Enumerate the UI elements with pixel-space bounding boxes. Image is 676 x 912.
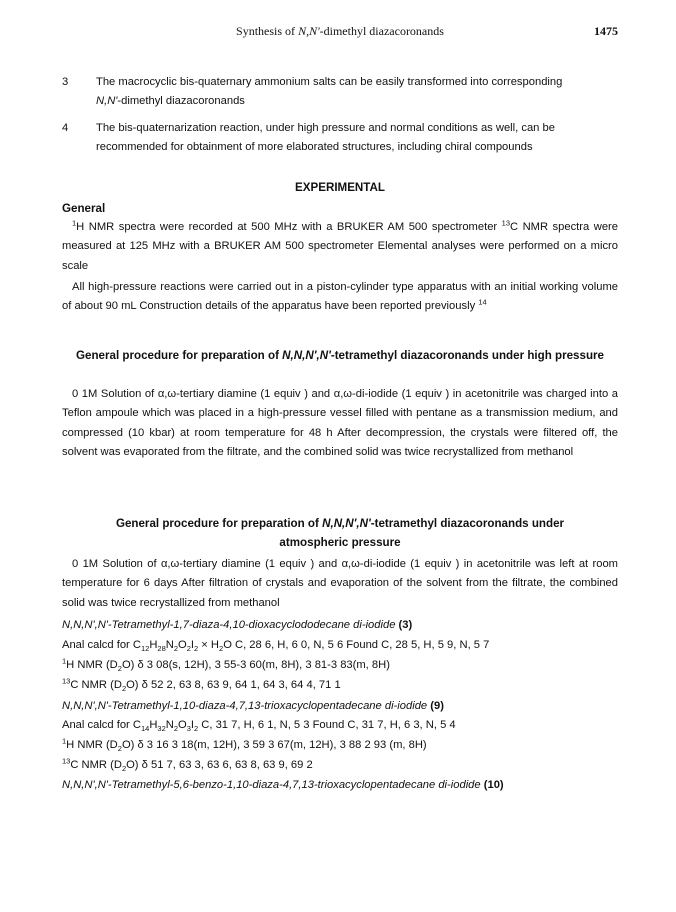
conclusion-italic: N,N': [96, 95, 118, 108]
compound-3-analysis: [62, 636, 618, 655]
heading-italic: N,N,N',N': [282, 349, 331, 362]
compound-9-c-nmr: [62, 756, 618, 775]
paragraph-nmr-methods: [62, 218, 618, 276]
conclusion-line: The macrocyclic bis-quaternary ammonium salts can be easily transformed into corresponding: [96, 76, 563, 88]
text-span: 0 1M Solution of: [72, 388, 158, 400]
text-span: -tertiary diamine (1 equiv ) and: [176, 388, 334, 400]
subscript: 32: [157, 724, 166, 734]
superscript: 13: [62, 676, 71, 686]
conclusion-number: 4: [62, 122, 69, 134]
heading-italic: N,N,N',N': [322, 517, 371, 530]
subheading-general: General: [62, 202, 106, 215]
reference-superscript: 14: [478, 297, 487, 307]
text-span: H NMR (D: [66, 739, 118, 751]
paragraph-pressure-apparatus: [62, 278, 618, 317]
text-span: H NMR (D: [66, 659, 118, 671]
running-head-title-pre: Synthesis of: [236, 24, 299, 38]
running-head-title-italic: N,N': [298, 24, 320, 38]
superscript: 13: [62, 756, 71, 766]
conclusion-line: [96, 92, 618, 111]
compound-9-analysis: [62, 716, 618, 735]
compound-name: N,N,N',N'-Tetramethyl-1,10-diaza-4,7,13-trioxacyclopentadecane di-iodide: [62, 700, 428, 712]
running-head-title: [62, 22, 618, 41]
procedure-heading-high-pressure: [62, 346, 618, 365]
heading-post: -tetramethyl diazacoronands under high pressure: [330, 349, 604, 362]
text-span: O C, 28 6, H, 6 0, N, 5 6 Found C, 28 5, H, 5 9, N, 5 7: [223, 639, 490, 651]
text-span: Anal calcd for C: [62, 639, 141, 651]
compound-3-h-nmr: [62, 656, 618, 675]
subscript: 2: [186, 644, 191, 654]
greek-symbol: α,ω: [333, 388, 353, 400]
paragraph-atmospheric-procedure: [62, 555, 618, 613]
subscript: 2: [117, 664, 122, 674]
text-span: N: [165, 639, 174, 651]
text-span: -di-iodide (1 equiv ) in acetonitrile was charged into a Teflon ampoule which was placed in a high-pressure vessel filled with pentane as a transmission medium, and compressed (10 kbar) at room temperature for 48 h After decompression, the crystals were filtered off, the solvent was evaporated from the filtrate, and the combined solid was twice recrystallized from methanol: [62, 388, 619, 459]
text-span: O: [178, 719, 187, 731]
superscript: 1: [72, 218, 77, 228]
text-span: I: [190, 639, 194, 651]
text-span: O) δ 52 2, 63 8, 63 9, 64 1, 64 3, 64 4, 71 1: [126, 679, 341, 691]
compound-label: (10): [483, 779, 504, 791]
conclusion-rest: -dimethyl diazacoronands: [117, 95, 245, 108]
subscript: 2: [121, 764, 127, 774]
superscript: 13: [501, 218, 510, 228]
text-span: -tertiary diamine (1 equiv ) and: [179, 558, 342, 570]
compound-3-c-nmr: [62, 676, 618, 695]
subscript: 14: [140, 724, 150, 734]
compound-9-h-nmr: [62, 736, 618, 755]
section-heading-experimental: EXPERIMENTAL: [295, 181, 385, 194]
subscript: 2: [194, 724, 199, 734]
conclusion-number: 3: [62, 76, 69, 88]
running-head-title-post: -dimethyl diazacoronands: [319, 24, 444, 38]
text-span: O) δ 3 16 3 18(m, 12H), 3 59 3 67(m, 12H), 3 88 2 93 (m, 8H): [121, 739, 427, 751]
text-span: I: [190, 719, 194, 731]
conclusion-item-3: [62, 73, 618, 112]
text-span: C NMR (D: [70, 679, 122, 691]
compound-name: N,N,N',N'-Tetramethyl-5,6-benzo-1,10-diaza-4,7,13-trioxacyclopentadecane di-iodide: [62, 779, 481, 791]
subscript: 2: [121, 684, 127, 694]
text-span: O: [178, 639, 187, 651]
compound-name: N,N,N',N'-Tetramethyl-1,7-diaza-4,10-dioxacyclododecane di-iodide: [62, 619, 396, 631]
compound-3-title: [62, 616, 618, 635]
subscript: 12: [140, 644, 150, 654]
conclusion-item-4: [62, 119, 618, 158]
text-span: C NMR spectra were measured at 125 MHz with a BRUKER AM 500 spectrometer Elemental analyses were performed on a micro scale: [62, 221, 618, 272]
text-span: -di-iodide (1 equiv ) in acetonitrile was left at room temperature for 6 days After filtration of crystals and evaporation of the solvent from the filtrate, the combined solid was twice recrystallized from methanol: [62, 558, 618, 609]
conclusion-line: recommended for obtainment of more elaborated structures, including chiral compounds: [96, 141, 533, 154]
greek-symbol: α,ω: [160, 558, 180, 570]
heading-pre: General procedure for preparation of: [76, 349, 283, 362]
text-span: H NMR spectra were recorded at 500 MHz with a BRUKER AM 500 spectrometer: [76, 221, 502, 233]
text-span: O) δ 3 08(s, 12H), 3 55-3 60(m, 8H), 3 81-3 83(m, 8H): [121, 659, 390, 671]
conclusion-line: The bis-quaternarization reaction, under high pressure and normal conditions as well, can be: [96, 122, 555, 134]
text-span: C, 31 7, H, 6 1, N, 5 3 Found C, 31 7, H, 6 3, N, 5 4: [198, 719, 456, 731]
subscript: 2: [173, 724, 179, 734]
compound-label: (9): [430, 700, 444, 712]
text-span: All high-pressure reactions were carried out in a piston-cylinder type apparatus with an initial working volume of about 90 mL Construction details of the apparatus have been reported previously: [62, 281, 618, 313]
text-span: O) δ 51 7, 63 3, 63 6, 63 8, 63 9, 69 2: [126, 759, 313, 771]
page-number: 1475: [594, 24, 618, 38]
procedure-heading-atmospheric: [62, 514, 618, 553]
text-span: 0 1M Solution of: [72, 558, 161, 570]
greek-symbol: α,ω: [341, 558, 360, 570]
text-span: H: [149, 719, 158, 731]
greek-symbol: α,ω: [157, 388, 177, 400]
text-span: H: [149, 639, 158, 651]
superscript: 1: [62, 736, 67, 746]
paragraph-high-pressure-procedure: [62, 385, 618, 463]
superscript: 1: [62, 656, 67, 666]
text-span: Anal calcd for C: [62, 719, 141, 731]
subscript: 3: [186, 724, 191, 734]
text-span: N: [165, 719, 174, 731]
compound-10-title: [62, 776, 618, 795]
subscript: 28: [157, 644, 166, 654]
subscript: 2: [117, 744, 122, 754]
running-head: [62, 22, 618, 42]
conclusion-text: [96, 73, 618, 112]
heading-pre: General procedure for preparation of: [115, 517, 323, 530]
text-span: C NMR (D: [70, 759, 122, 771]
subscript: 2: [173, 644, 179, 654]
heading-post: -tetramethyl diazacoronands under atmospheric pressure: [279, 517, 565, 550]
conclusion-text: [96, 119, 618, 158]
text-span: × H: [198, 639, 220, 651]
compound-9-title: [62, 697, 618, 716]
subscript: 2: [219, 644, 224, 654]
subscript: 2: [194, 644, 199, 654]
compound-label: (3): [398, 619, 413, 631]
